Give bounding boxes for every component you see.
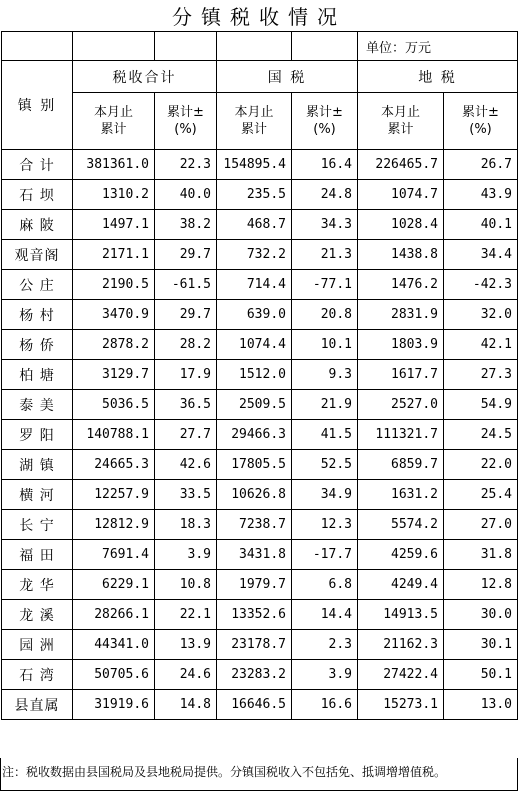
unit-row [2, 32, 518, 61]
total-cell: 2878.2 [73, 330, 155, 360]
town-name: 石 坝 [2, 180, 73, 210]
local-cell: 2831.9 [358, 300, 444, 330]
national-pct-cell: 21.9 [292, 390, 358, 420]
total-cell: 381361.0 [73, 150, 155, 180]
local-pct-cell: 43.9 [444, 180, 518, 210]
table-row [2, 240, 518, 270]
total-pct-cell: 40.0 [155, 180, 217, 210]
town-name: 县直属 [2, 690, 73, 720]
local-pct-cell: 50.1 [444, 660, 518, 690]
town-name: 泰 美 [2, 390, 73, 420]
local-cell: 1476.2 [358, 270, 444, 300]
local-pct-cell: 24.5 [444, 420, 518, 450]
header-local-growth: 累计± (%) [444, 93, 518, 150]
total-pct-cell: 18.3 [155, 510, 217, 540]
total-cell: 31919.6 [73, 690, 155, 720]
total-cell: 28266.1 [73, 600, 155, 630]
national-pct-cell: 14.4 [292, 600, 358, 630]
table-row [2, 510, 518, 540]
total-pct-cell: 28.2 [155, 330, 217, 360]
local-pct-cell: 30.0 [444, 600, 518, 630]
national-cell: 16646.5 [217, 690, 292, 720]
local-cell: 1803.9 [358, 330, 444, 360]
local-pct-cell: 22.0 [444, 450, 518, 480]
local-cell: 226465.7 [358, 150, 444, 180]
note-border-left [0, 758, 1, 791]
table-row [2, 480, 518, 510]
national-cell: 235.5 [217, 180, 292, 210]
header-total: 税收合计 [73, 61, 217, 93]
total-pct-cell: 22.1 [155, 600, 217, 630]
town-name: 石 湾 [2, 660, 73, 690]
total-cell: 1497.1 [73, 210, 155, 240]
header-town: 镇 别 [2, 61, 73, 150]
national-pct-cell: 21.3 [292, 240, 358, 270]
local-pct-cell: 40.1 [444, 210, 518, 240]
local-pct-cell: 54.9 [444, 390, 518, 420]
national-cell: 3431.8 [217, 540, 292, 570]
national-cell: 29466.3 [217, 420, 292, 450]
local-cell: 4249.4 [358, 570, 444, 600]
national-cell: 10626.8 [217, 480, 292, 510]
total-pct-cell: 27.7 [155, 420, 217, 450]
town-name: 长 宁 [2, 510, 73, 540]
total-cell: 44341.0 [73, 630, 155, 660]
national-cell: 1512.0 [217, 360, 292, 390]
national-pct-cell: 10.1 [292, 330, 358, 360]
local-cell: 1631.2 [358, 480, 444, 510]
local-pct-cell: 27.0 [444, 510, 518, 540]
total-cell: 6229.1 [73, 570, 155, 600]
national-cell: 1074.4 [217, 330, 292, 360]
town-name: 罗 阳 [2, 420, 73, 450]
table-row [2, 210, 518, 240]
total-cell: 3470.9 [73, 300, 155, 330]
total-cell: 5036.5 [73, 390, 155, 420]
total-cell: 2190.5 [73, 270, 155, 300]
town-name: 麻 陂 [2, 210, 73, 240]
total-cell: 140788.1 [73, 420, 155, 450]
local-cell: 1028.4 [358, 210, 444, 240]
national-pct-cell: 41.5 [292, 420, 358, 450]
local-pct-cell: 31.8 [444, 540, 518, 570]
national-pct-cell: 6.8 [292, 570, 358, 600]
total-pct-cell: 24.6 [155, 660, 217, 690]
total-pct-cell: 3.9 [155, 540, 217, 570]
table-row [2, 660, 518, 690]
page-title: 分镇税收情况 [172, 5, 346, 29]
national-pct-cell: 12.3 [292, 510, 358, 540]
total-pct-cell: 14.8 [155, 690, 217, 720]
local-pct-cell: 42.1 [444, 330, 518, 360]
local-cell: 1074.7 [358, 180, 444, 210]
town-name: 园 洲 [2, 630, 73, 660]
table-row [2, 630, 518, 660]
table-row [2, 330, 518, 360]
local-cell: 27422.4 [358, 660, 444, 690]
local-pct-cell: -42.3 [444, 270, 518, 300]
town-name: 公 庄 [2, 270, 73, 300]
national-cell: 17805.5 [217, 450, 292, 480]
table-row [2, 360, 518, 390]
header-total-cumulative: 本月止 累计 [73, 93, 155, 150]
town-name: 湖 镇 [2, 450, 73, 480]
total-cell: 12257.9 [73, 480, 155, 510]
local-pct-cell: 26.7 [444, 150, 518, 180]
national-pct-cell: -17.7 [292, 540, 358, 570]
header-row-groups [2, 61, 518, 93]
table-row [2, 450, 518, 480]
local-cell: 4259.6 [358, 540, 444, 570]
national-pct-cell: 16.4 [292, 150, 358, 180]
national-cell: 639.0 [217, 300, 292, 330]
local-pct-cell: 30.1 [444, 630, 518, 660]
unit-label: 单位：万元 [358, 32, 518, 61]
table-row [2, 300, 518, 330]
national-pct-cell: 16.6 [292, 690, 358, 720]
total-pct-cell: 38.2 [155, 210, 217, 240]
town-name: 柏 塘 [2, 360, 73, 390]
header-local-cumulative: 本月止 累计 [358, 93, 444, 150]
local-cell: 6859.7 [358, 450, 444, 480]
town-name: 福 田 [2, 540, 73, 570]
footnote: 注：税收数据由县国税局及县地税局提供。分镇国税收入不包括免、抵调增增值税。 [2, 765, 447, 779]
table-row [2, 570, 518, 600]
total-pct-cell: 17.9 [155, 360, 217, 390]
national-cell: 714.4 [217, 270, 292, 300]
national-pct-cell: 34.3 [292, 210, 358, 240]
town-name: 龙 华 [2, 570, 73, 600]
local-pct-cell: 13.0 [444, 690, 518, 720]
national-cell: 23283.2 [217, 660, 292, 690]
national-pct-cell: 9.3 [292, 360, 358, 390]
total-pct-cell: 33.5 [155, 480, 217, 510]
national-pct-cell: 34.9 [292, 480, 358, 510]
header-national: 国 税 [217, 61, 358, 93]
local-pct-cell: 12.8 [444, 570, 518, 600]
header-row-columns [2, 93, 518, 150]
total-pct-cell: 29.7 [155, 300, 217, 330]
national-cell: 23178.7 [217, 630, 292, 660]
local-cell: 5574.2 [358, 510, 444, 540]
table-row [2, 390, 518, 420]
national-cell: 732.2 [217, 240, 292, 270]
town-name: 杨 村 [2, 300, 73, 330]
town-name: 合 计 [2, 150, 73, 180]
local-pct-cell: 32.0 [444, 300, 518, 330]
total-pct-cell: 36.5 [155, 390, 217, 420]
town-name: 横 河 [2, 480, 73, 510]
total-pct-cell: -61.5 [155, 270, 217, 300]
total-pct-cell: 13.9 [155, 630, 217, 660]
total-cell: 24665.3 [73, 450, 155, 480]
table-row [2, 270, 518, 300]
local-cell: 21162.3 [358, 630, 444, 660]
national-pct-cell: 3.9 [292, 660, 358, 690]
local-cell: 1617.7 [358, 360, 444, 390]
total-pct-cell: 22.3 [155, 150, 217, 180]
national-pct-cell: -77.1 [292, 270, 358, 300]
town-name: 观音阁 [2, 240, 73, 270]
header-national-cumulative: 本月止 累计 [217, 93, 292, 150]
table-row [2, 420, 518, 450]
header-national-growth: 累计± (%) [292, 93, 358, 150]
national-pct-cell: 2.3 [292, 630, 358, 660]
local-pct-cell: 27.3 [444, 360, 518, 390]
total-cell: 50705.6 [73, 660, 155, 690]
table-row [2, 150, 518, 180]
local-cell: 2527.0 [358, 390, 444, 420]
national-cell: 468.7 [217, 210, 292, 240]
town-name: 龙 溪 [2, 600, 73, 630]
national-pct-cell: 52.5 [292, 450, 358, 480]
table-row [2, 600, 518, 630]
local-pct-cell: 25.4 [444, 480, 518, 510]
total-cell: 1310.2 [73, 180, 155, 210]
town-name: 杨 侨 [2, 330, 73, 360]
total-cell: 7691.4 [73, 540, 155, 570]
local-pct-cell: 34.4 [444, 240, 518, 270]
national-cell: 154895.4 [217, 150, 292, 180]
total-cell: 2171.1 [73, 240, 155, 270]
local-cell: 15273.1 [358, 690, 444, 720]
local-cell: 111321.7 [358, 420, 444, 450]
national-cell: 7238.7 [217, 510, 292, 540]
national-cell: 13352.6 [217, 600, 292, 630]
national-pct-cell: 24.8 [292, 180, 358, 210]
total-pct-cell: 42.6 [155, 450, 217, 480]
table-row [2, 690, 518, 720]
national-pct-cell: 20.8 [292, 300, 358, 330]
header-local: 地 税 [358, 61, 518, 93]
header-total-growth: 累计± (%) [155, 93, 217, 150]
national-cell: 2509.5 [217, 390, 292, 420]
total-pct-cell: 10.8 [155, 570, 217, 600]
total-cell: 3129.7 [73, 360, 155, 390]
table-row [2, 540, 518, 570]
table-row [2, 180, 518, 210]
local-cell: 1438.8 [358, 240, 444, 270]
local-cell: 14913.5 [358, 600, 444, 630]
total-pct-cell: 29.7 [155, 240, 217, 270]
total-cell: 12812.9 [73, 510, 155, 540]
national-cell: 1979.7 [217, 570, 292, 600]
tax-table [1, 31, 518, 720]
